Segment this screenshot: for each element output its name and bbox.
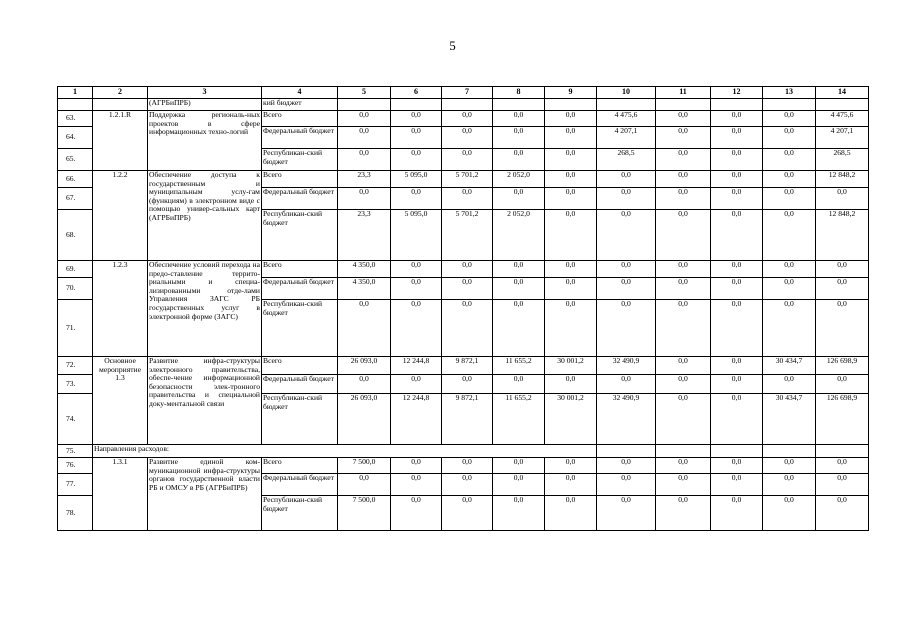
value-cell: 0,0 — [656, 111, 711, 127]
row-number-cell: 66. — [58, 171, 93, 188]
column-header: 12 — [711, 87, 763, 99]
budget-cell: Республикан-ский бюджет — [262, 394, 338, 445]
row-number-cell: 67. — [58, 188, 93, 210]
description-cell: Развитие единой ком-муникационной инфра-структуры органов государственной власти РБ и ОМСУ в РБ (АГРБиПРБ) — [148, 458, 262, 531]
budget-cell: Федеральный бюджет — [262, 278, 338, 300]
budget-cell: Федеральный бюджет — [262, 474, 338, 496]
value-cell: 0,0 — [597, 458, 656, 474]
value-cell: 4 350,0 — [338, 278, 391, 300]
page-number: 5 — [449, 38, 456, 53]
value-cell: 0,0 — [442, 458, 493, 474]
row-number-cell: 74. — [58, 394, 93, 445]
column-header: 5 — [338, 87, 391, 99]
value-cell: 0,0 — [545, 149, 597, 171]
value-cell: 0,0 — [656, 127, 711, 149]
value-cell: 0,0 — [711, 127, 763, 149]
value-cell: 0,0 — [597, 261, 656, 278]
value-cell: 0,0 — [338, 149, 391, 171]
value-cell: 4 350,0 — [338, 261, 391, 278]
value-cell: 30 001,2 — [545, 394, 597, 445]
column-header: 13 — [763, 87, 816, 99]
value-cell: 0,0 — [816, 261, 869, 278]
value-cell: 0,0 — [442, 496, 493, 531]
value-cell: 0,0 — [493, 300, 545, 357]
value-cell: 0,0 — [816, 474, 869, 496]
value-cell: 0,0 — [493, 111, 545, 127]
code-cell: 1.2.1.R — [93, 111, 148, 171]
row-number-cell: 69. — [58, 261, 93, 278]
value-cell: 0,0 — [493, 474, 545, 496]
header-row — [58, 87, 869, 99]
row-number-cell: 65. — [58, 149, 93, 171]
table-row — [58, 458, 869, 474]
empty-cell — [656, 445, 711, 458]
column-header: 2 — [93, 87, 148, 99]
value-cell: 268,5 — [597, 149, 656, 171]
value-cell: 0,0 — [763, 261, 816, 278]
value-cell: 0,0 — [656, 458, 711, 474]
column-header: 8 — [493, 87, 545, 99]
budget-cell: Федеральный бюджет — [262, 127, 338, 149]
column-header: 1 — [58, 87, 93, 99]
value-cell: 0,0 — [711, 188, 763, 210]
value-cell: 0,0 — [545, 375, 597, 394]
column-header: 7 — [442, 87, 493, 99]
value-cell: 9 872,1 — [442, 357, 493, 375]
value-cell: 0,0 — [545, 111, 597, 127]
value-cell: 32 490,9 — [597, 394, 656, 445]
value-cell: 0,0 — [391, 496, 442, 531]
value-cell: 0,0 — [763, 127, 816, 149]
value-cell: 0,0 — [711, 210, 763, 261]
value-cell: 0,0 — [711, 171, 763, 188]
value-cell: 0,0 — [656, 149, 711, 171]
value-cell: 0,0 — [711, 496, 763, 531]
value-cell: 0,0 — [597, 210, 656, 261]
value-cell: 0,0 — [597, 171, 656, 188]
row-number-cell: 75. — [58, 445, 93, 458]
value-cell: 0,0 — [338, 474, 391, 496]
value-cell: 5 701,2 — [442, 210, 493, 261]
column-header: 10 — [597, 87, 656, 99]
budget-cell: Всего — [262, 171, 338, 188]
value-cell: 0,0 — [711, 458, 763, 474]
value-cell: 0,0 — [763, 458, 816, 474]
budget-cell: Федеральный бюджет — [262, 375, 338, 394]
value-cell: 0,0 — [442, 300, 493, 357]
value-cell: 0,0 — [656, 210, 711, 261]
value-cell: 5 095,0 — [391, 210, 442, 261]
column-header: 4 — [262, 87, 338, 99]
value-cell: 0,0 — [545, 188, 597, 210]
value-cell: 0,0 — [391, 127, 442, 149]
value-cell: 23,3 — [338, 210, 391, 261]
budget-cell: Всего — [262, 458, 338, 474]
value-cell: 2 052,0 — [493, 210, 545, 261]
column-header: 9 — [545, 87, 597, 99]
value-cell: 0,0 — [391, 261, 442, 278]
budget-cell: Республикан-ский бюджет — [262, 210, 338, 261]
table-row — [58, 99, 869, 111]
value-cell: 0,0 — [656, 357, 711, 375]
value-cell: 12 244,8 — [391, 394, 442, 445]
budget-cell: Всего — [262, 357, 338, 375]
value-cell: 0,0 — [493, 458, 545, 474]
value-cell: 26 093,0 — [338, 394, 391, 445]
value-cell: 0,0 — [656, 375, 711, 394]
value-cell: 0,0 — [711, 278, 763, 300]
value-cell: 0,0 — [816, 278, 869, 300]
value-cell: 0,0 — [763, 375, 816, 394]
value-cell: 5 701,2 — [442, 171, 493, 188]
value-cell: 0,0 — [391, 300, 442, 357]
value-cell: 0,0 — [656, 474, 711, 496]
description-cell: Обеспечение условий перехода на предо-ставление террито-риальными и специа-лизированными отде-лами Управления ЗАГС РБ государственных услуг в электронной форме (ЗАГС) — [148, 261, 262, 357]
value-cell: 0,0 — [338, 375, 391, 394]
code-cell: 1.3.1 — [93, 458, 148, 531]
budget-table — [57, 86, 869, 531]
value-cell: 0,0 — [711, 357, 763, 375]
empty-cell — [711, 445, 763, 458]
row-number-cell: 64. — [58, 127, 93, 149]
value-cell: 0,0 — [442, 188, 493, 210]
empty-cell — [763, 445, 816, 458]
table-row — [58, 171, 869, 188]
value-cell: 0,0 — [545, 127, 597, 149]
value-cell: 0,0 — [763, 300, 816, 357]
code-cell: Основное мероприятие 1.3 — [93, 357, 148, 445]
budget-cell: Федеральный бюджет — [262, 188, 338, 210]
value-cell: 12 244,8 — [391, 357, 442, 375]
value-cell: 0,0 — [711, 300, 763, 357]
value-cell: 7 500,0 — [338, 458, 391, 474]
value-cell: 0,0 — [816, 188, 869, 210]
value-cell: 0,0 — [763, 149, 816, 171]
value-cell: 30 434,7 — [763, 394, 816, 445]
value-cell: 0,0 — [763, 171, 816, 188]
budget-cell: Республикан-ский бюджет — [262, 300, 338, 357]
row-number-cell: 70. — [58, 278, 93, 300]
table-row — [58, 445, 869, 458]
value-cell: 0,0 — [391, 375, 442, 394]
value-cell: 0,0 — [597, 496, 656, 531]
value-cell: 0,0 — [763, 474, 816, 496]
value-cell: 0,0 — [391, 188, 442, 210]
code-cell — [93, 99, 148, 111]
row-number-cell: 68. — [58, 210, 93, 261]
value-cell: 12 848,2 — [816, 210, 869, 261]
value-cell: 268,5 — [816, 149, 869, 171]
value-cell: 0,0 — [711, 149, 763, 171]
value-cell: 0,0 — [545, 474, 597, 496]
value-cell: 0,0 — [711, 111, 763, 127]
value-cell: 0,0 — [656, 300, 711, 357]
value-cell: 0,0 — [597, 375, 656, 394]
value-cell: 0,0 — [545, 261, 597, 278]
value-cell: 0,0 — [442, 149, 493, 171]
value-cell: 0,0 — [763, 188, 816, 210]
value-cell: 0,0 — [711, 474, 763, 496]
section-label-cell: Направления расходов: — [93, 445, 597, 458]
value-cell: 4 207,1 — [597, 127, 656, 149]
value-cell: 0,0 — [763, 496, 816, 531]
value-cell: 0,0 — [545, 458, 597, 474]
value-cell: 0,0 — [545, 496, 597, 531]
table-row — [58, 261, 869, 278]
column-header: 3 — [148, 87, 262, 99]
column-header: 6 — [391, 87, 442, 99]
row-number-cell: 71. — [58, 300, 93, 357]
column-header: 14 — [816, 87, 869, 99]
value-cell: 30 434,7 — [763, 357, 816, 375]
value-cell: 0,0 — [391, 458, 442, 474]
value-cell: 0,0 — [545, 278, 597, 300]
value-cell: 0,0 — [545, 300, 597, 357]
value-cell: 12 848,2 — [816, 171, 869, 188]
table-row — [58, 357, 869, 375]
value-cell: 9 872,1 — [442, 394, 493, 445]
budget-cell: Всего — [262, 261, 338, 278]
value-cell: 0,0 — [656, 496, 711, 531]
value-cell: 0,0 — [493, 496, 545, 531]
value-cell: 11 655,2 — [493, 357, 545, 375]
value-cell: 0,0 — [493, 278, 545, 300]
value-cell: 26 093,0 — [338, 357, 391, 375]
value-cell: 0,0 — [816, 496, 869, 531]
value-cell: 0,0 — [763, 278, 816, 300]
value-cell: 0,0 — [711, 375, 763, 394]
value-cell: 0,0 — [493, 127, 545, 149]
value-cell: 30 001,2 — [545, 357, 597, 375]
value-cell: 0,0 — [338, 111, 391, 127]
value-cell: 0,0 — [338, 127, 391, 149]
code-cell: 1.2.3 — [93, 261, 148, 357]
value-cell: 0,0 — [391, 149, 442, 171]
row-number-cell: 63. — [58, 111, 93, 127]
value-cell: 11 655,2 — [493, 394, 545, 445]
value-cell: 0,0 — [656, 171, 711, 188]
row-number-cell: 72. — [58, 357, 93, 375]
value-cell: 4 207,1 — [816, 127, 869, 149]
row-number-cell: 78. — [58, 496, 93, 531]
value-cell: 5 095,0 — [391, 171, 442, 188]
budget-cell: Всего — [262, 111, 338, 127]
value-cell: 4 475,6 — [597, 111, 656, 127]
description-cell: Поддержка региональ-ных проектов в сфере информационных техно-логий — [148, 111, 262, 171]
value-cell: 0,0 — [816, 300, 869, 357]
value-cell: 4 475,6 — [816, 111, 869, 127]
table-body — [58, 87, 869, 531]
value-cell: 0,0 — [442, 261, 493, 278]
budget-cell: Республикан-ский бюджет — [262, 496, 338, 531]
value-cell: 0,0 — [597, 300, 656, 357]
value-cell: 0,0 — [493, 261, 545, 278]
value-cell: 0,0 — [656, 188, 711, 210]
budget-cell: кий бюджет — [262, 99, 338, 111]
value-cell: 7 500,0 — [338, 496, 391, 531]
table-row — [58, 111, 869, 127]
value-cell: 0,0 — [545, 210, 597, 261]
value-cell: 0,0 — [391, 111, 442, 127]
value-cell: 0,0 — [597, 474, 656, 496]
value-cell: 0,0 — [545, 171, 597, 188]
value-cell: 0,0 — [711, 394, 763, 445]
value-cell: 0,0 — [391, 474, 442, 496]
value-cell: 0,0 — [493, 375, 545, 394]
empty-cell — [597, 445, 656, 458]
row-number-cell: 77. — [58, 474, 93, 496]
description-cell: (АГРБиПРБ) — [148, 99, 262, 111]
value-cell: 0,0 — [711, 261, 763, 278]
value-cell: 0,0 — [763, 111, 816, 127]
value-cell: 0,0 — [493, 149, 545, 171]
code-cell: 1.2.2 — [93, 171, 148, 261]
value-cell: 0,0 — [338, 188, 391, 210]
value-cell: 0,0 — [442, 111, 493, 127]
value-cell: 0,0 — [597, 278, 656, 300]
value-cell: 23,3 — [338, 171, 391, 188]
row-number-cell: 73. — [58, 375, 93, 394]
value-cell: 0,0 — [816, 375, 869, 394]
value-cell: 0,0 — [391, 278, 442, 300]
value-cell: 0,0 — [597, 188, 656, 210]
description-cell: Развитие инфра-структуры электронного правительства, обеспе-чение информационной безопасности элек-тронного правительства и специальной доку-ментальной связи — [148, 357, 262, 445]
value-cell: 0,0 — [656, 278, 711, 300]
row-number-cell: 76. — [58, 458, 93, 474]
column-header: 11 — [656, 87, 711, 99]
value-cell: 0,0 — [493, 188, 545, 210]
value-cell: 0,0 — [442, 278, 493, 300]
value-cell: 32 490,9 — [597, 357, 656, 375]
value-cell: 126 698,9 — [816, 394, 869, 445]
value-cell: 0,0 — [442, 127, 493, 149]
value-cell: 0,0 — [442, 375, 493, 394]
budget-cell: Республикан-ский бюджет — [262, 149, 338, 171]
empty-cell — [816, 445, 869, 458]
value-cell: 0,0 — [338, 300, 391, 357]
value-cell: 0,0 — [442, 474, 493, 496]
value-cell: 0,0 — [816, 458, 869, 474]
value-cell: 0,0 — [656, 394, 711, 445]
description-cell: Обеспечение доступа к государственным и муниципальным услу-гам (функциям) в электронном виде с помощью универ-сальных карт (АГРБиПРБ) — [148, 171, 262, 261]
value-cell: 0,0 — [763, 210, 816, 261]
value-cell: 0,0 — [656, 261, 711, 278]
value-cell: 2 052,0 — [493, 171, 545, 188]
row-number-cell — [58, 99, 93, 111]
value-cell: 126 698,9 — [816, 357, 869, 375]
